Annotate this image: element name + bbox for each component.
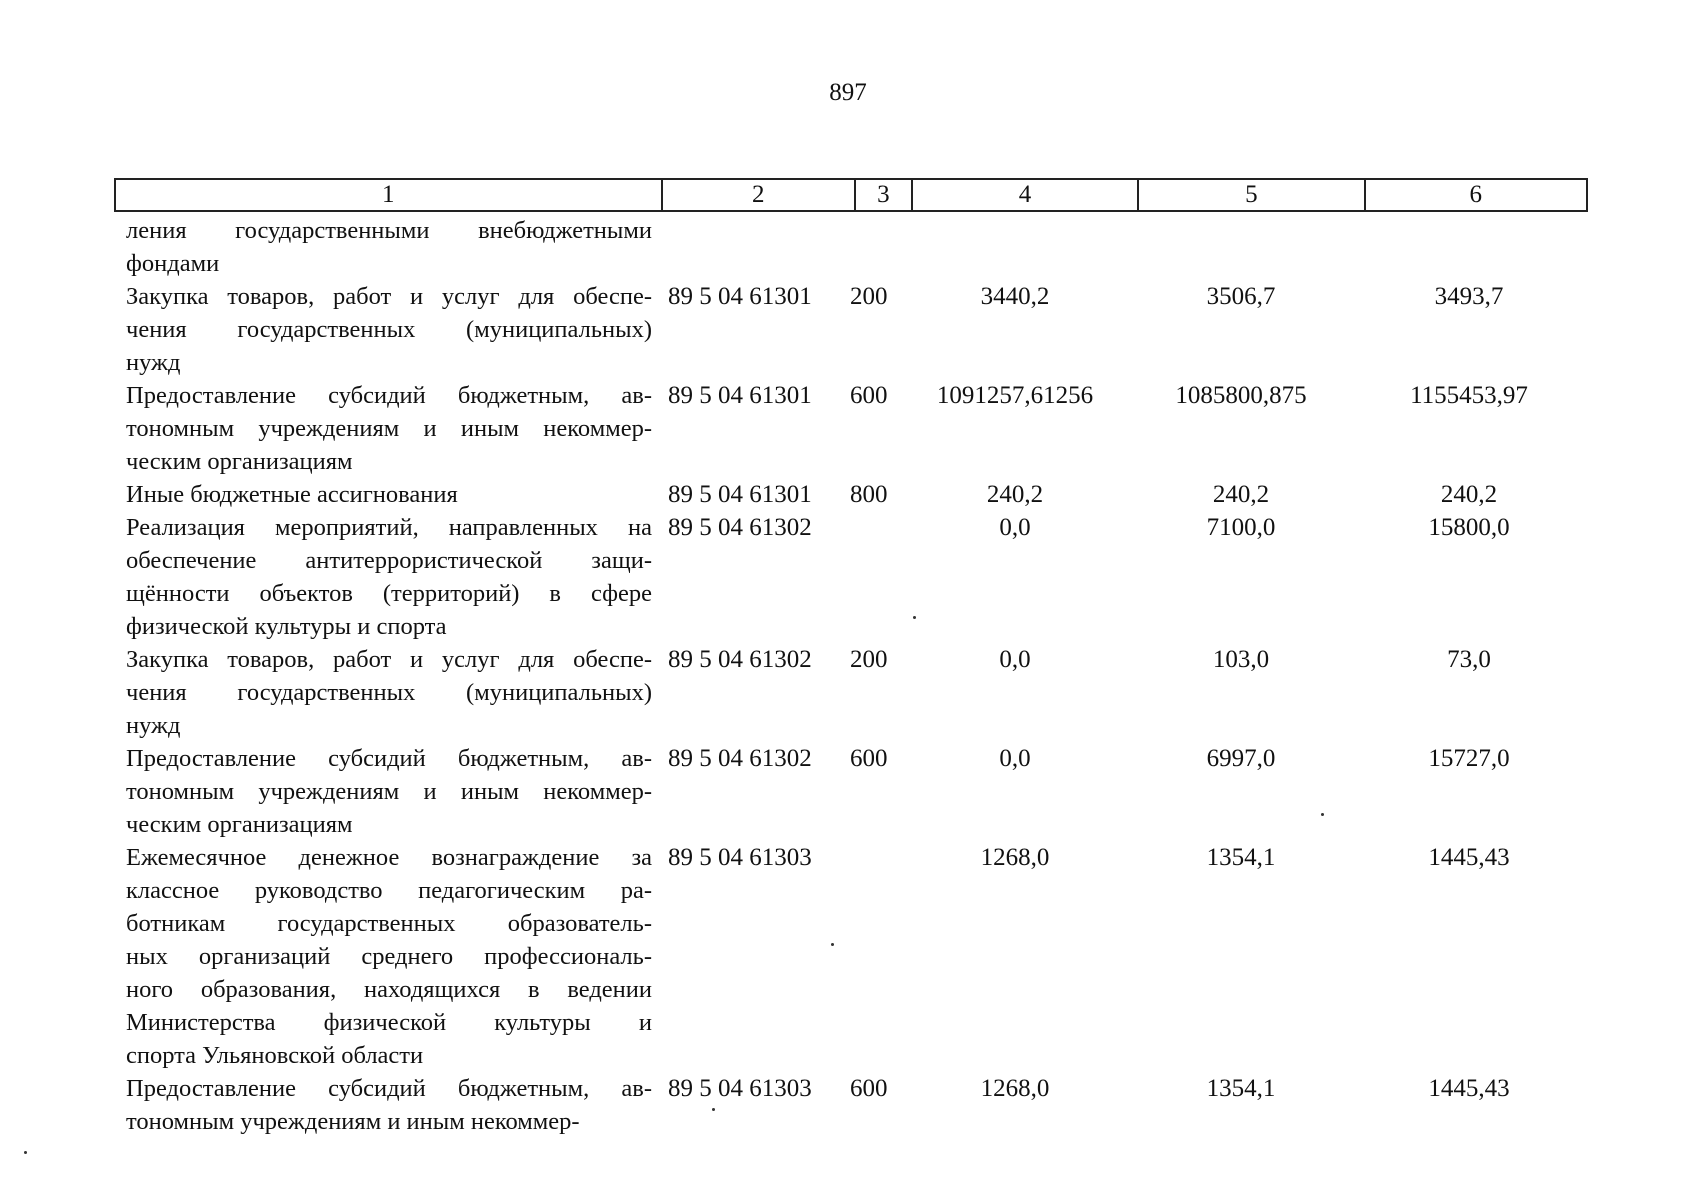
row-value-col6: 15800,0	[1428, 514, 1510, 541]
description-line: нужд	[126, 712, 181, 739]
description-line: Ежемесячное денежное вознаграждение за	[126, 844, 652, 871]
row-value-col5: 6997,0	[1206, 745, 1276, 772]
description-line: физической культуры и спорта	[126, 613, 447, 640]
row-value-col4: 0,0	[999, 745, 1031, 772]
description-line: классное руководство педагогическим ра-	[126, 877, 652, 904]
row-value-col6: 1445,43	[1428, 1075, 1510, 1102]
description-line: тономным учреждениям и иным некоммер-	[126, 778, 652, 805]
row-expense-type: 600	[850, 745, 888, 772]
description-line: обеспечение антитеррористической защи-	[126, 547, 652, 574]
row-value-col5: 1354,1	[1206, 844, 1276, 871]
row-value-col4: 240,2	[986, 481, 1044, 508]
scan-speck	[913, 616, 916, 619]
description-line: ческим организациям	[126, 811, 353, 838]
description-line: чения государственных (муниципальных)	[126, 679, 652, 706]
table-row	[116, 214, 1590, 280]
page-number: 897	[829, 79, 867, 106]
description-line: фондами	[126, 250, 220, 277]
row-description	[116, 643, 652, 742]
row-description	[116, 478, 652, 511]
header-col-5: 5	[1139, 180, 1365, 210]
row-value-col6: 240,2	[1440, 481, 1498, 508]
description-line: Предоставление субсидий бюджетным, ав-	[126, 745, 652, 772]
table-header	[114, 178, 1588, 212]
scan-speck	[712, 1108, 715, 1111]
header-col-6: 6	[1469, 181, 1483, 208]
description-line: спорта Ульяновской области	[126, 1042, 424, 1069]
table-row	[116, 379, 1590, 478]
description-line: Реализация мероприятий, направленных на	[126, 514, 652, 541]
header-col-3: 3	[856, 180, 913, 210]
row-description	[116, 280, 652, 379]
table-body	[116, 214, 1590, 1138]
row-code: 89 5 04 61301	[668, 382, 812, 409]
description-line: нужд	[126, 349, 181, 376]
row-code: 89 5 04 61302	[668, 514, 812, 541]
row-expense-type: 600	[850, 382, 888, 409]
row-value-col4: 1268,0	[980, 844, 1050, 871]
description-line: Иные бюджетные ассигнования	[126, 481, 458, 508]
description-line: Закупка товаров, работ и услуг для обеспе-	[126, 646, 652, 673]
header-col-2: 2	[663, 180, 856, 210]
description-line: чения государственных (муниципальных)	[126, 316, 652, 343]
scan-speck	[24, 1151, 27, 1154]
description-line: тономным учреждениям и иным некоммер-	[126, 1108, 580, 1135]
row-value-col4: 0,0	[999, 514, 1031, 541]
description-line: ления государственными внебюджетными	[126, 217, 652, 244]
row-code: 89 5 04 61303	[668, 1075, 812, 1102]
description-line: Закупка товаров, работ и услуг для обеспе-	[126, 283, 652, 310]
description-line: ного образования, находящихся в ведении	[126, 976, 652, 1003]
row-description	[116, 742, 652, 841]
row-value-col6: 3493,7	[1434, 283, 1504, 310]
description-line: Предоставление субсидий бюджетным, ав-	[126, 382, 652, 409]
row-expense-type: 200	[850, 283, 888, 310]
description-line: ческим организациям	[126, 448, 353, 475]
row-value-col5: 1354,1	[1206, 1075, 1276, 1102]
table-row	[116, 841, 1590, 1072]
description-line: ных организаций среднего профессиональ-	[126, 943, 652, 970]
row-description	[116, 841, 652, 1072]
row-value-col5: 240,2	[1212, 481, 1270, 508]
row-value-col4: 3440,2	[980, 283, 1050, 310]
scan-speck	[1321, 813, 1324, 816]
description-line: щённости объектов (территорий) в сфере	[126, 580, 652, 607]
row-value-col6: 1445,43	[1428, 844, 1510, 871]
row-code: 89 5 04 61302	[668, 745, 812, 772]
row-description	[116, 214, 652, 280]
row-code: 89 5 04 61302	[668, 646, 812, 673]
header-col-4: 4	[913, 180, 1139, 210]
row-value-col6: 1155453,97	[1410, 382, 1528, 409]
row-expense-type: 600	[850, 1075, 888, 1102]
row-description	[116, 1072, 652, 1138]
row-expense-type: 200	[850, 646, 888, 673]
scan-speck	[831, 943, 834, 946]
description-line: Министерства физической культуры и	[126, 1009, 652, 1036]
row-value-col5: 3506,7	[1206, 283, 1276, 310]
row-code: 89 5 04 61301	[668, 283, 812, 310]
description-line: Предоставление субсидий бюджетным, ав-	[126, 1075, 652, 1102]
description-line: тономным учреждениям и иным некоммер-	[126, 415, 652, 442]
row-value-col4: 1091257,61256	[936, 382, 1094, 409]
table-row	[116, 643, 1590, 742]
description-line: ботникам государственных образователь-	[126, 910, 652, 937]
row-code: 89 5 04 61303	[668, 844, 812, 871]
row-value-col5: 103,0	[1212, 646, 1270, 673]
table-row	[116, 1072, 1590, 1138]
row-value-col4: 1268,0	[980, 1075, 1050, 1102]
table-row	[116, 742, 1590, 841]
row-description	[116, 379, 652, 478]
row-description	[116, 511, 652, 643]
table-row	[116, 478, 1590, 511]
row-value-col5: 1085800,875	[1175, 382, 1307, 409]
table-row	[116, 511, 1590, 643]
row-value-col6: 73,0	[1447, 646, 1491, 673]
table-row	[116, 280, 1590, 379]
row-value-col5: 7100,0	[1206, 514, 1276, 541]
header-col-1: 1	[116, 180, 663, 210]
row-code: 89 5 04 61301	[668, 481, 812, 508]
row-value-col4: 0,0	[999, 646, 1031, 673]
row-value-col6: 15727,0	[1428, 745, 1510, 772]
row-expense-type: 800	[850, 481, 888, 508]
